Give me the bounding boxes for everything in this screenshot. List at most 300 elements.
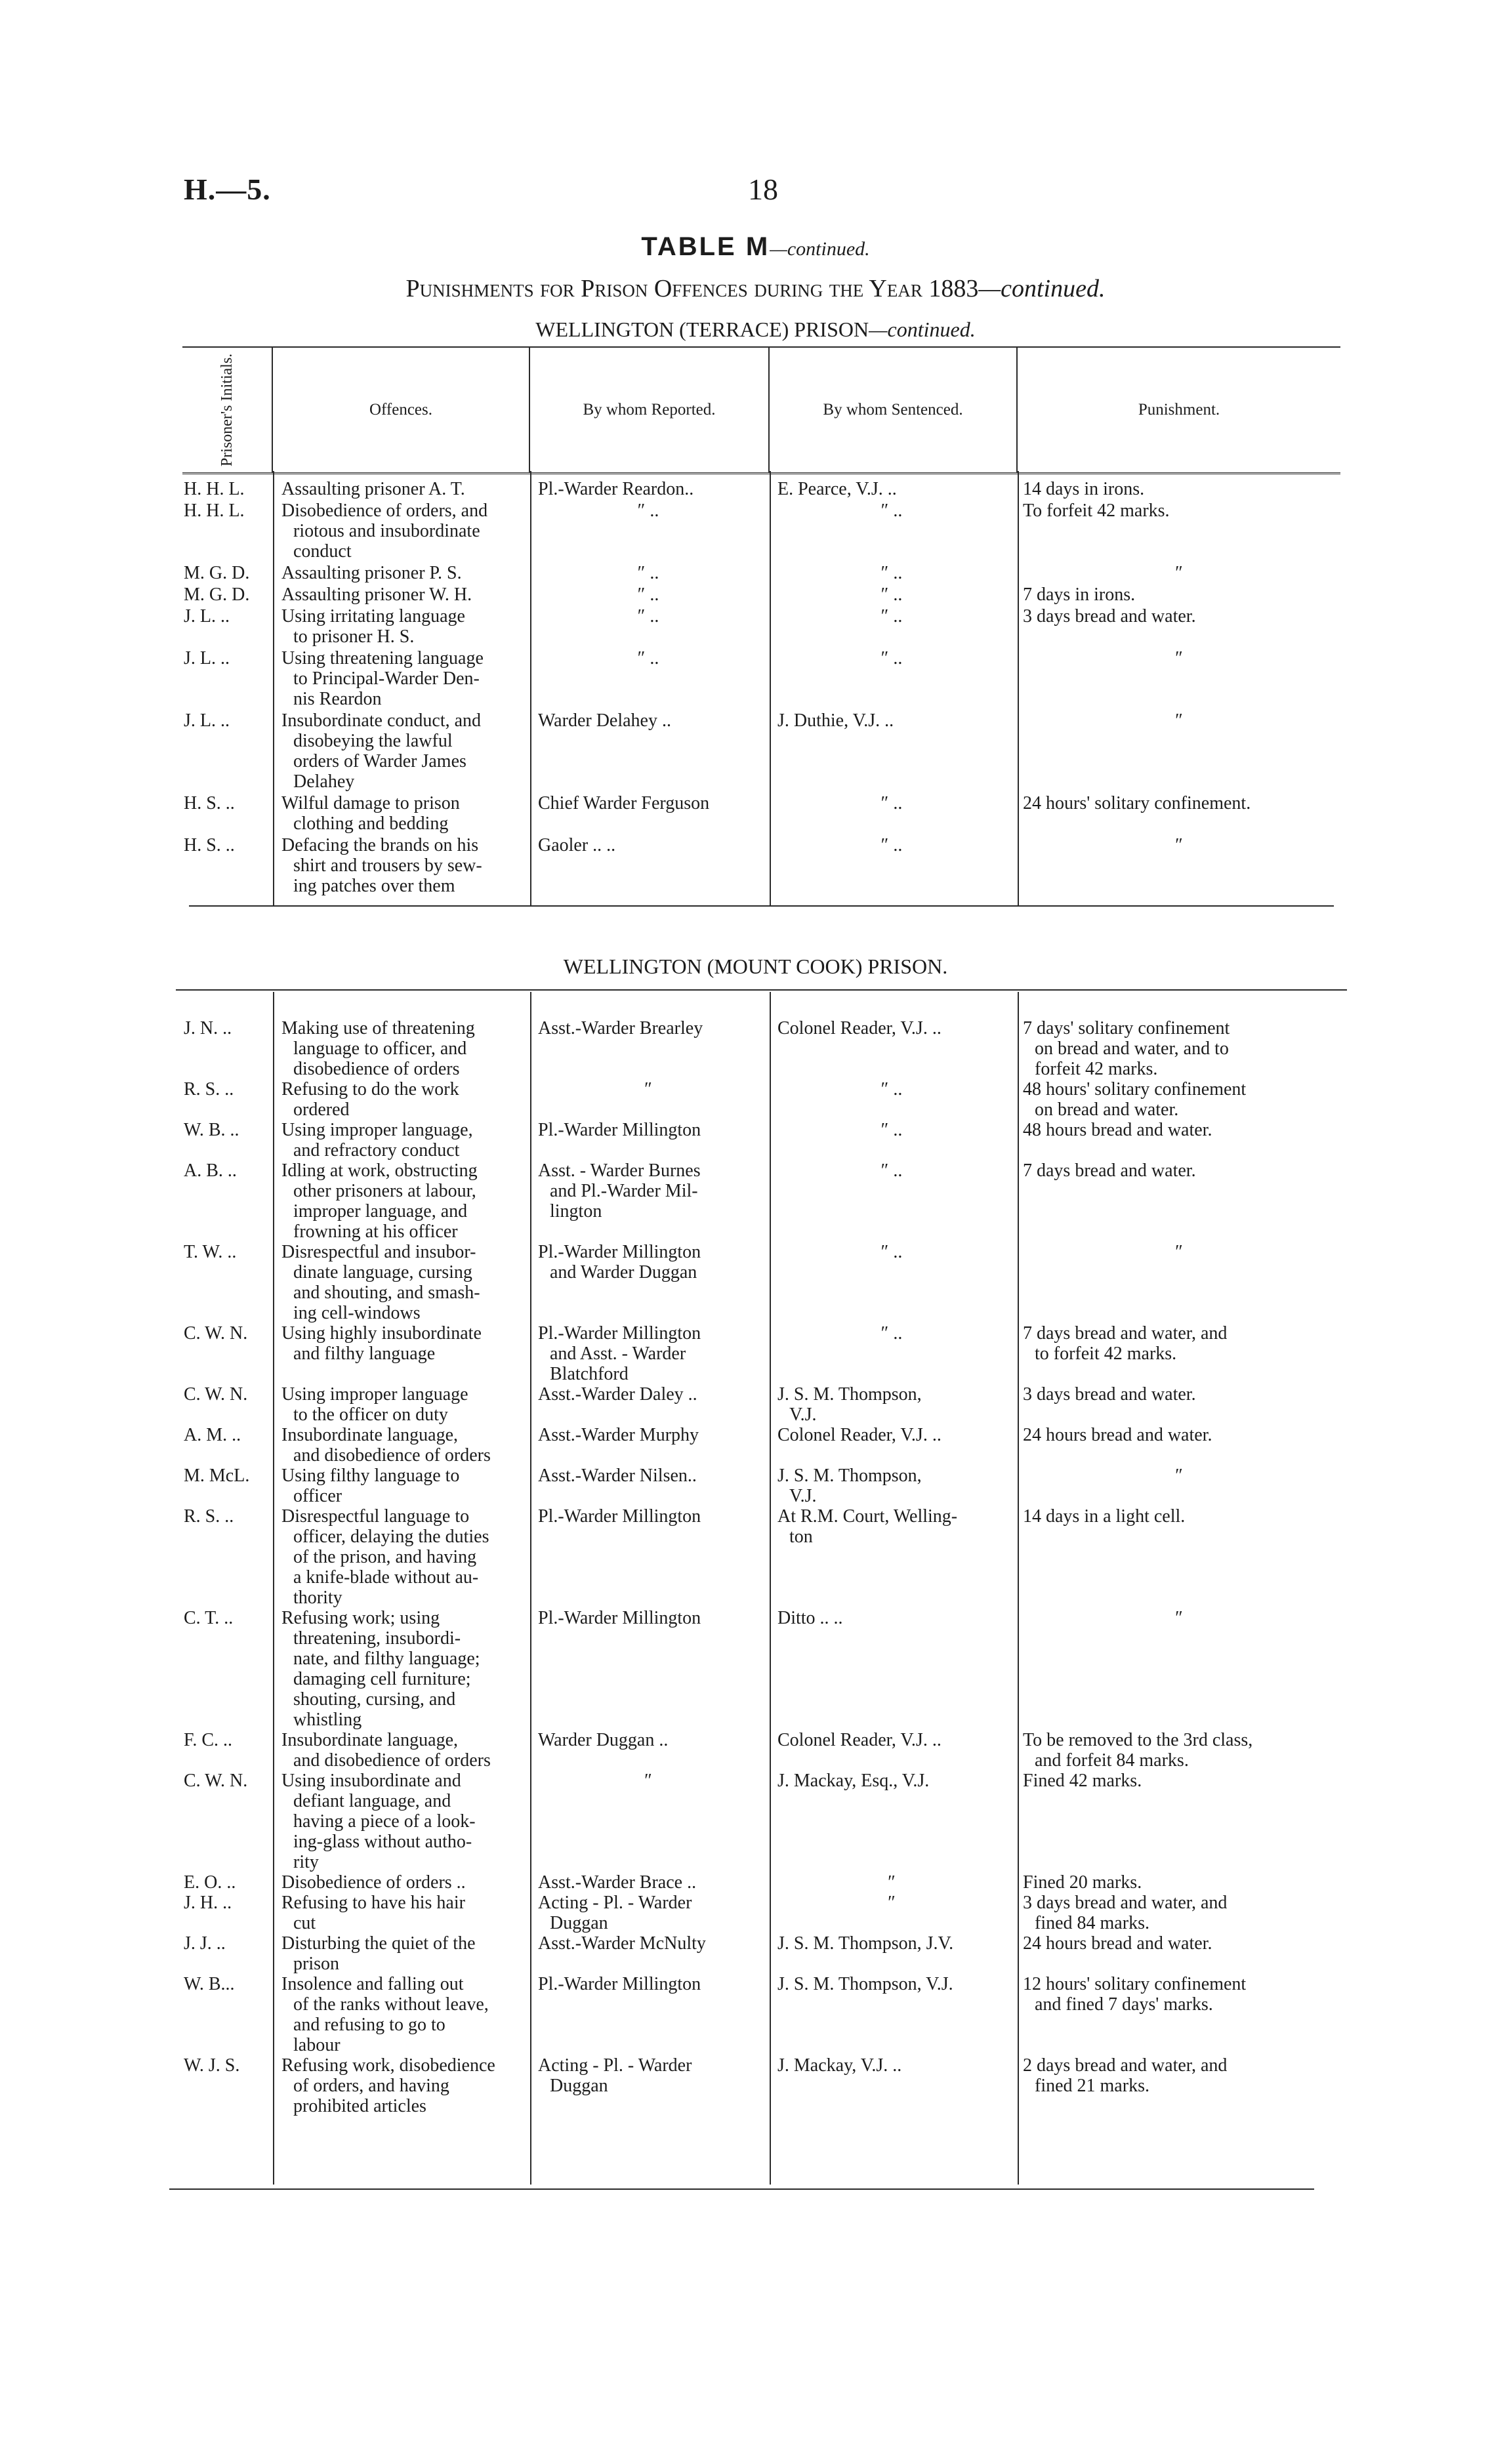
punishment-cell bbox=[1018, 1323, 1340, 1364]
table-row bbox=[182, 1384, 1340, 1425]
column-header-offences: Offences. bbox=[273, 348, 530, 472]
prisoner-initials: T. W. .. bbox=[184, 1242, 237, 1262]
offence-cell bbox=[278, 1120, 527, 1160]
sentenced-by-cell bbox=[770, 1242, 1014, 1262]
sentenced-by-cell-line: ″ .. bbox=[880, 1120, 903, 1140]
reported-by-cell bbox=[530, 1933, 766, 1954]
offence-cell-line: dinate language, cursing bbox=[293, 1262, 472, 1283]
reported-by-cell-line: ″ bbox=[644, 1079, 652, 1099]
reported-by-cell-line: Blatchford bbox=[550, 1364, 629, 1384]
offence-cell-line: having a piece of a look- bbox=[293, 1811, 476, 1832]
offence-cell-line: shouting, cursing, and bbox=[293, 1689, 456, 1710]
punishment-cell-line: 3 days bread and water, and bbox=[1023, 1893, 1228, 1913]
sentenced-by-cell-line: Colonel Reader, V.J. .. bbox=[777, 1018, 942, 1038]
reported-by-cell-line: Duggan bbox=[550, 1913, 608, 1933]
reported-by-cell bbox=[530, 1425, 766, 1445]
offence-cell-line: Idling at work, obstructing bbox=[281, 1160, 478, 1181]
offence-cell-line: shirt and trousers by sew- bbox=[293, 855, 482, 876]
sentenced-by-cell-line: At R.M. Court, Welling- bbox=[777, 1506, 958, 1527]
reported-by-cell bbox=[530, 835, 766, 855]
sentenced-by-cell bbox=[770, 501, 1014, 521]
punishment-cell-line: 48 hours bread and water. bbox=[1023, 1120, 1212, 1140]
offence-cell-line: ing cell-windows bbox=[293, 1303, 421, 1323]
offence-cell-line: conduct bbox=[293, 541, 352, 562]
page-number: 18 bbox=[748, 173, 778, 206]
table-end-rule bbox=[169, 2188, 1314, 2190]
reported-by-cell bbox=[530, 1771, 766, 1791]
prisoner-initials: H. H. L. bbox=[184, 479, 245, 499]
punishment-cell bbox=[1018, 479, 1340, 499]
sentenced-by-cell bbox=[770, 793, 1014, 813]
table-row bbox=[182, 835, 1340, 896]
offence-cell bbox=[278, 2055, 527, 2116]
reported-by-cell bbox=[530, 1323, 766, 1384]
sentenced-by-cell bbox=[770, 648, 1014, 668]
table-title-cont: —continued. bbox=[770, 238, 870, 260]
offence-cell bbox=[278, 1323, 527, 1364]
offence-cell bbox=[278, 1771, 527, 1872]
offence-cell bbox=[278, 479, 527, 499]
punishment-cell bbox=[1018, 1893, 1340, 1933]
punishment-cell-line: ″ bbox=[1175, 1608, 1183, 1628]
reported-by-cell bbox=[530, 1730, 766, 1750]
offence-cell-line: and disobedience of orders bbox=[293, 1445, 491, 1466]
table-subtitle bbox=[0, 274, 1511, 303]
offence-cell bbox=[278, 1730, 527, 1771]
offence-cell-line: cut bbox=[293, 1913, 316, 1933]
punishment-cell bbox=[1018, 1120, 1340, 1140]
offence-cell-line: officer bbox=[293, 1486, 342, 1506]
prisoner-initials: M. G. D. bbox=[184, 563, 250, 583]
offence-cell-line: Wilful damage to prison bbox=[281, 793, 460, 813]
prisoner-initials: J. L. .. bbox=[184, 648, 230, 668]
table-row bbox=[182, 1425, 1340, 1466]
offence-cell-line: of the ranks without leave, bbox=[293, 1994, 489, 2015]
table-row bbox=[182, 1933, 1340, 1974]
punishment-cell-line: 2 days bread and water, and bbox=[1023, 2055, 1228, 2076]
punishment-cell bbox=[1018, 1974, 1340, 2015]
offence-cell-line: ordered bbox=[293, 1099, 350, 1120]
punishment-cell-line: Fined 42 marks. bbox=[1023, 1771, 1142, 1791]
offence-cell-line: Disrespectful language to bbox=[281, 1506, 470, 1527]
reported-by-cell bbox=[530, 1872, 766, 1893]
offence-cell-line: Disobedience of orders, and bbox=[281, 501, 488, 521]
sentenced-by-cell-line: ″ .. bbox=[880, 835, 903, 855]
offence-cell-line: disobedience of orders bbox=[293, 1059, 460, 1079]
offence-cell-line: clothing and bedding bbox=[293, 813, 449, 834]
punishment-cell bbox=[1018, 585, 1340, 605]
offence-cell-line: Using filthy language to bbox=[281, 1466, 460, 1486]
sentenced-by-cell bbox=[770, 835, 1014, 855]
offence-cell bbox=[278, 1506, 527, 1608]
prisoner-initials: C. W. N. bbox=[184, 1771, 248, 1791]
offence-cell-line: Refusing work; using bbox=[281, 1608, 440, 1628]
sentenced-by-cell-line: ″ bbox=[888, 1872, 896, 1893]
reported-by-cell-line: ″ .. bbox=[637, 585, 659, 605]
column-header-row bbox=[182, 346, 1340, 474]
table-subtitle-cont: —continued. bbox=[978, 275, 1106, 302]
offence-cell-line: ing patches over them bbox=[293, 876, 455, 896]
prisoner-initials: A. M. .. bbox=[184, 1425, 241, 1445]
table-row bbox=[182, 1160, 1340, 1242]
table-row bbox=[182, 501, 1340, 562]
punishment-cell-line: and forfeit 84 marks. bbox=[1035, 1750, 1189, 1771]
sentenced-by-cell-line: Colonel Reader, V.J. .. bbox=[777, 1730, 942, 1750]
offence-cell-line: Using irritating language bbox=[281, 606, 465, 626]
offence-cell bbox=[278, 585, 527, 605]
table-subtitle-text: Punishments for Prison Offences during the Year 1883 bbox=[405, 275, 979, 302]
punishment-cell-line: 7 days bread and water, and bbox=[1023, 1323, 1228, 1344]
offence-cell-line: Delahey bbox=[293, 771, 355, 792]
punishment-cell bbox=[1018, 1933, 1340, 1954]
punishment-cell-line: 14 days in irons. bbox=[1023, 479, 1145, 499]
sentenced-by-cell bbox=[770, 563, 1014, 583]
offence-cell bbox=[278, 1872, 527, 1893]
offence-cell-line: Using threatening language bbox=[281, 648, 484, 668]
table-title-lead: TABLE M bbox=[641, 232, 770, 261]
offence-cell-line: Insubordinate language, bbox=[281, 1425, 459, 1445]
reported-by-cell bbox=[530, 1466, 766, 1486]
punishment-cell bbox=[1018, 1018, 1340, 1079]
reported-by-cell-line: Asst.-Warder Daley .. bbox=[538, 1384, 697, 1405]
reported-by-cell-line: Pl.-Warder Millington bbox=[538, 1608, 701, 1628]
prisoner-initials: C. W. N. bbox=[184, 1323, 248, 1344]
table-row bbox=[182, 606, 1340, 647]
table-row bbox=[182, 1079, 1340, 1120]
sentenced-by-cell bbox=[770, 1893, 1014, 1913]
punishment-cell bbox=[1018, 1771, 1340, 1791]
sentenced-by-cell-line: ″ .. bbox=[880, 648, 903, 668]
sentenced-by-cell bbox=[770, 710, 1014, 731]
sentenced-by-cell bbox=[770, 1506, 1014, 1547]
reported-by-cell-line: Pl.-Warder Millington bbox=[538, 1323, 701, 1344]
punishment-cell bbox=[1018, 501, 1340, 521]
punishment-cell-line: 3 days bread and water. bbox=[1023, 1384, 1196, 1405]
reported-by-cell bbox=[530, 1384, 766, 1405]
offence-cell bbox=[278, 1018, 527, 1079]
punishment-cell-line: ″ bbox=[1175, 710, 1183, 731]
offence-cell-line: Assaulting prisoner A. T. bbox=[281, 479, 465, 499]
offence-cell-line: other prisoners at labour, bbox=[293, 1181, 476, 1201]
reported-by-cell-line: and Asst. - Warder bbox=[550, 1344, 686, 1364]
punishment-cell-line: 14 days in a light cell. bbox=[1023, 1506, 1186, 1527]
reported-by-cell bbox=[530, 793, 766, 813]
section-title-mount-cook: WELLINGTON (MOUNT COOK) PRISON. bbox=[563, 955, 948, 978]
offence-cell-line: orders of Warder James bbox=[293, 751, 466, 771]
offence-cell-line: Assaulting prisoner W. H. bbox=[281, 585, 472, 605]
reported-by-cell bbox=[530, 1079, 766, 1099]
punishment-cell bbox=[1018, 1872, 1340, 1893]
punishment-cell-line: ″ bbox=[1175, 1466, 1183, 1486]
punishment-cell-line: ″ bbox=[1175, 835, 1183, 855]
reported-by-cell bbox=[530, 710, 766, 731]
prisoner-initials: H. H. L. bbox=[184, 501, 245, 521]
table-row bbox=[182, 1466, 1340, 1506]
sentenced-by-cell bbox=[770, 1466, 1014, 1506]
table-row bbox=[182, 1506, 1340, 1608]
sentenced-by-cell-line: J. S. M. Thompson, J.V. bbox=[777, 1933, 954, 1954]
offence-cell-line: rity bbox=[293, 1852, 319, 1872]
reported-by-cell-line: Asst.-Warder Nilsen.. bbox=[538, 1466, 697, 1486]
offence-cell-line: Insolence and falling out bbox=[281, 1974, 464, 1994]
punishment-cell-line: forfeit 42 marks. bbox=[1035, 1059, 1158, 1079]
offence-cell-line: to Principal-Warder Den- bbox=[293, 668, 480, 689]
reported-by-cell-line: Asst.-Warder Murphy bbox=[538, 1425, 699, 1445]
sentenced-by-cell bbox=[770, 1608, 1014, 1628]
sentenced-by-cell bbox=[770, 1079, 1014, 1099]
offence-cell-line: Using improper language bbox=[281, 1384, 468, 1405]
offence-cell bbox=[278, 1384, 527, 1425]
reported-by-cell-line: ″ bbox=[644, 1771, 652, 1791]
offence-cell-line: nis Reardon bbox=[293, 689, 382, 709]
prisoner-initials: W. B. .. bbox=[184, 1120, 239, 1140]
punishment-cell-line: 24 hours bread and water. bbox=[1023, 1425, 1212, 1445]
sentenced-by-cell-line: ″ .. bbox=[880, 1160, 903, 1181]
reported-by-cell bbox=[530, 501, 766, 521]
reported-by-cell-line: Duggan bbox=[550, 2076, 608, 2096]
sentenced-by-cell bbox=[770, 1018, 1014, 1038]
sentenced-by-cell bbox=[770, 1872, 1014, 1893]
reported-by-cell-line: Pl.-Warder Millington bbox=[538, 1974, 701, 1994]
prisoner-initials: W. J. S. bbox=[184, 2055, 240, 2076]
punishment-cell bbox=[1018, 563, 1340, 583]
punishment-cell bbox=[1018, 648, 1340, 668]
table-section-mount-cook bbox=[182, 992, 1340, 2185]
sentenced-by-cell-line: ″ .. bbox=[880, 1323, 903, 1344]
offence-cell-line: and refusing to go to bbox=[293, 2015, 445, 2035]
offence-cell-line: thority bbox=[293, 1588, 342, 1608]
sentenced-by-cell-line: V.J. bbox=[789, 1405, 817, 1425]
punishment-cell bbox=[1018, 1384, 1340, 1405]
punishment-cell-line: on bread and water, and to bbox=[1035, 1038, 1229, 1059]
reported-by-cell-line: Warder Delahey .. bbox=[538, 710, 671, 731]
offence-cell-line: a knife-blade without au- bbox=[293, 1567, 479, 1588]
column-header-reported: By whom Reported. bbox=[530, 348, 770, 472]
sentenced-by-cell bbox=[770, 1771, 1014, 1791]
sentenced-by-cell bbox=[770, 1730, 1014, 1750]
offence-cell-line: to the officer on duty bbox=[293, 1405, 448, 1425]
table-row bbox=[182, 585, 1340, 605]
prisoner-initials: R. S. .. bbox=[184, 1506, 234, 1527]
reported-by-cell-line: Gaoler .. .. bbox=[538, 835, 616, 855]
sentenced-by-cell-line: V.J. bbox=[789, 1486, 817, 1506]
offence-cell-line: defiant language, and bbox=[293, 1791, 451, 1811]
reported-by-cell-line: Asst.-Warder Brace .. bbox=[538, 1872, 697, 1893]
prisoner-initials: R. S. .. bbox=[184, 1079, 234, 1099]
reported-by-cell bbox=[530, 479, 766, 499]
section-end-rule bbox=[189, 905, 1334, 907]
prisoner-initials: M. McL. bbox=[184, 1466, 250, 1486]
sentenced-by-cell-line: J. S. M. Thompson, bbox=[777, 1384, 922, 1405]
offence-cell-line: Using improper language, bbox=[281, 1120, 473, 1140]
table-row bbox=[182, 1893, 1340, 1933]
reported-by-cell bbox=[530, 585, 766, 605]
punishment-cell-line: 48 hours' solitary confinement bbox=[1023, 1079, 1247, 1099]
sentenced-by-cell-line: Ditto .. .. bbox=[777, 1608, 843, 1628]
section-top-rule bbox=[176, 989, 1347, 991]
reported-by-cell bbox=[530, 2055, 766, 2096]
punishment-cell bbox=[1018, 1242, 1340, 1262]
offence-cell-line: officer, delaying the duties bbox=[293, 1527, 489, 1547]
sentenced-by-cell bbox=[770, 1933, 1014, 1954]
table-row bbox=[182, 1771, 1340, 1872]
punishment-cell-line: 24 hours' solitary confinement. bbox=[1023, 793, 1251, 813]
offence-cell-line: labour bbox=[293, 2035, 341, 2055]
punishment-cell-line: fined 84 marks. bbox=[1035, 1913, 1149, 1933]
punishment-cell bbox=[1018, 1425, 1340, 1445]
reported-by-cell-line: Acting - Pl. - Warder bbox=[538, 1893, 692, 1913]
punishment-cell-line: Fined 20 marks. bbox=[1023, 1872, 1142, 1893]
punishment-cell-line: To forfeit 42 marks. bbox=[1023, 501, 1170, 521]
offence-cell-line: whistling bbox=[293, 1710, 362, 1730]
punishment-cell-line: To be removed to the 3rd class, bbox=[1023, 1730, 1253, 1750]
offence-cell-line: frowning at his officer bbox=[293, 1222, 458, 1242]
section-title-terrace bbox=[0, 318, 1511, 342]
table-title bbox=[0, 231, 1511, 262]
sentenced-by-cell-line: ton bbox=[789, 1527, 813, 1547]
reported-by-cell-line: Pl.-Warder Millington bbox=[538, 1506, 701, 1527]
offence-cell-line: Defacing the brands on his bbox=[281, 835, 479, 855]
sentenced-by-cell bbox=[770, 1160, 1014, 1181]
offence-cell-line: prohibited articles bbox=[293, 2096, 426, 2116]
punishment-cell-line: ″ bbox=[1175, 1242, 1183, 1262]
offence-cell-line: nate, and filthy language; bbox=[293, 1649, 480, 1669]
sentenced-by-cell bbox=[770, 585, 1014, 605]
sentenced-by-cell-line: ″ .. bbox=[880, 501, 903, 521]
punishment-cell-line: 3 days bread and water. bbox=[1023, 606, 1196, 626]
column-header-punishment: Punishment. bbox=[1138, 401, 1220, 419]
reported-by-cell-line: Asst.-Warder Brearley bbox=[538, 1018, 703, 1038]
offence-cell bbox=[278, 1608, 527, 1730]
prisoner-initials: E. O. .. bbox=[184, 1872, 236, 1893]
prisoner-initials: H. S. .. bbox=[184, 793, 235, 813]
sentenced-by-cell bbox=[770, 479, 1014, 499]
punishment-cell bbox=[1018, 2055, 1340, 2096]
sentenced-by-cell-line: J. S. M. Thompson, bbox=[777, 1466, 922, 1486]
reported-by-cell-line: and Warder Duggan bbox=[550, 1262, 697, 1283]
reported-by-cell-line: Asst.-Warder McNulty bbox=[538, 1933, 706, 1954]
reported-by-cell bbox=[530, 1974, 766, 1994]
offence-cell-line: Making use of threatening bbox=[281, 1018, 475, 1038]
section-title-terrace-text: WELLINGTON (TERRACE) PRISON bbox=[535, 318, 869, 341]
offence-cell-line: Using insubordinate and bbox=[281, 1771, 461, 1791]
sentenced-by-cell-line: J. S. M. Thompson, V.J. bbox=[777, 1974, 953, 1994]
punishment-cell-line: 7 days bread and water. bbox=[1023, 1160, 1196, 1181]
reported-by-cell bbox=[530, 648, 766, 668]
column-header-sentenced: By whom Sentenced. bbox=[770, 348, 1018, 472]
prisoner-initials: J. J. .. bbox=[184, 1933, 226, 1954]
prisoner-initials: J. N. .. bbox=[184, 1018, 232, 1038]
punishment-cell bbox=[1018, 793, 1340, 813]
offence-cell bbox=[278, 1425, 527, 1466]
offence-cell-line: ing-glass without autho- bbox=[293, 1832, 472, 1852]
offence-cell-line: and shouting, and smash- bbox=[293, 1283, 480, 1303]
offence-cell-line: Disrespectful and insubor- bbox=[281, 1242, 476, 1262]
sentenced-by-cell bbox=[770, 606, 1014, 626]
reported-by-cell-line: Asst. - Warder Burnes bbox=[538, 1160, 701, 1181]
offence-cell-line: Insubordinate language, bbox=[281, 1730, 459, 1750]
reported-by-cell bbox=[530, 606, 766, 626]
reported-by-cell-line: Acting - Pl. - Warder bbox=[538, 2055, 692, 2076]
reported-by-cell-line: Pl.-Warder Millington bbox=[538, 1242, 701, 1262]
offence-cell-line: and disobedience of orders bbox=[293, 1750, 491, 1771]
reported-by-cell bbox=[530, 1506, 766, 1527]
offence-cell bbox=[278, 1974, 527, 2055]
sentenced-by-cell bbox=[770, 1425, 1014, 1445]
prisoner-initials: H. S. .. bbox=[184, 835, 235, 855]
prisoner-initials: W. B... bbox=[184, 1974, 235, 1994]
prisoner-initials: C. T. .. bbox=[184, 1608, 234, 1628]
column-header-initials: Prisoner's Initials. bbox=[182, 348, 273, 472]
offence-cell-line: disobeying the lawful bbox=[293, 731, 453, 751]
offence-cell-line: riotous and insubordinate bbox=[293, 521, 480, 541]
reported-by-cell-line: ″ .. bbox=[637, 648, 659, 668]
sentenced-by-cell-line: J. Duthie, V.J. .. bbox=[777, 710, 894, 731]
punishment-cell bbox=[1018, 1160, 1340, 1181]
offence-cell bbox=[278, 563, 527, 583]
punishment-cell bbox=[1018, 606, 1340, 626]
offence-cell bbox=[278, 1079, 527, 1120]
offence-cell bbox=[278, 606, 527, 647]
prisoner-initials: C. W. N. bbox=[184, 1384, 248, 1405]
offence-cell bbox=[278, 710, 527, 792]
sentenced-by-cell-line: Colonel Reader, V.J. .. bbox=[777, 1425, 942, 1445]
punishment-cell-line: on bread and water. bbox=[1035, 1099, 1179, 1120]
offence-cell-line: of orders, and having bbox=[293, 2076, 449, 2096]
table-row bbox=[182, 1974, 1340, 2055]
section-title-terrace-cont: —continued. bbox=[869, 318, 976, 341]
sentenced-by-cell-line: J. Mackay, Esq., V.J. bbox=[777, 1771, 930, 1791]
table-row bbox=[182, 2055, 1340, 2116]
reported-by-cell-line: Warder Duggan .. bbox=[538, 1730, 669, 1750]
offence-cell-line: Using highly insubordinate bbox=[281, 1323, 482, 1344]
offence-cell bbox=[278, 793, 527, 834]
offence-cell bbox=[278, 1160, 527, 1242]
punishment-cell-line: 12 hours' solitary confinement bbox=[1023, 1974, 1247, 1994]
offence-cell bbox=[278, 1933, 527, 1974]
reported-by-cell-line: Pl.-Warder Millington bbox=[538, 1120, 701, 1140]
table-row bbox=[182, 1323, 1340, 1384]
punishment-cell bbox=[1018, 1079, 1340, 1120]
reported-by-cell-line: lington bbox=[550, 1201, 602, 1222]
reported-by-cell-line: Pl.-Warder Reardon.. bbox=[538, 479, 694, 499]
prisoner-initials: J. L. .. bbox=[184, 710, 230, 731]
offence-cell bbox=[278, 501, 527, 562]
punishment-cell-line: fined 21 marks. bbox=[1035, 2076, 1149, 2096]
offence-cell-line: improper language, and bbox=[293, 1201, 468, 1222]
reported-by-cell bbox=[530, 1120, 766, 1140]
offence-cell-line: Refusing work, disobedience bbox=[281, 2055, 495, 2076]
table-row bbox=[182, 1730, 1340, 1771]
offence-cell-line: Disobedience of orders .. bbox=[281, 1872, 466, 1893]
punishment-cell-line: and fined 7 days' marks. bbox=[1035, 1994, 1213, 2015]
punishment-cell bbox=[1018, 1466, 1340, 1486]
offence-cell-line: Refusing to do the work bbox=[281, 1079, 459, 1099]
prisoner-initials: J. L. .. bbox=[184, 606, 230, 626]
table-row bbox=[182, 1608, 1340, 1730]
offence-cell bbox=[278, 648, 527, 709]
offence-cell-line: and filthy language bbox=[293, 1344, 436, 1364]
sentenced-by-cell bbox=[770, 2055, 1014, 2076]
table-row bbox=[182, 563, 1340, 583]
sentenced-by-cell-line: ″ .. bbox=[880, 1079, 903, 1099]
punishment-cell-line: 7 days' solitary confinement bbox=[1023, 1018, 1230, 1038]
punishment-cell-line: ″ bbox=[1175, 648, 1183, 668]
punishment-cell bbox=[1018, 1506, 1340, 1527]
reported-by-cell-line: Chief Warder Ferguson bbox=[538, 793, 710, 813]
offence-cell-line: to prisoner H. S. bbox=[293, 626, 415, 647]
reported-by-cell-line: ″ .. bbox=[637, 563, 659, 583]
